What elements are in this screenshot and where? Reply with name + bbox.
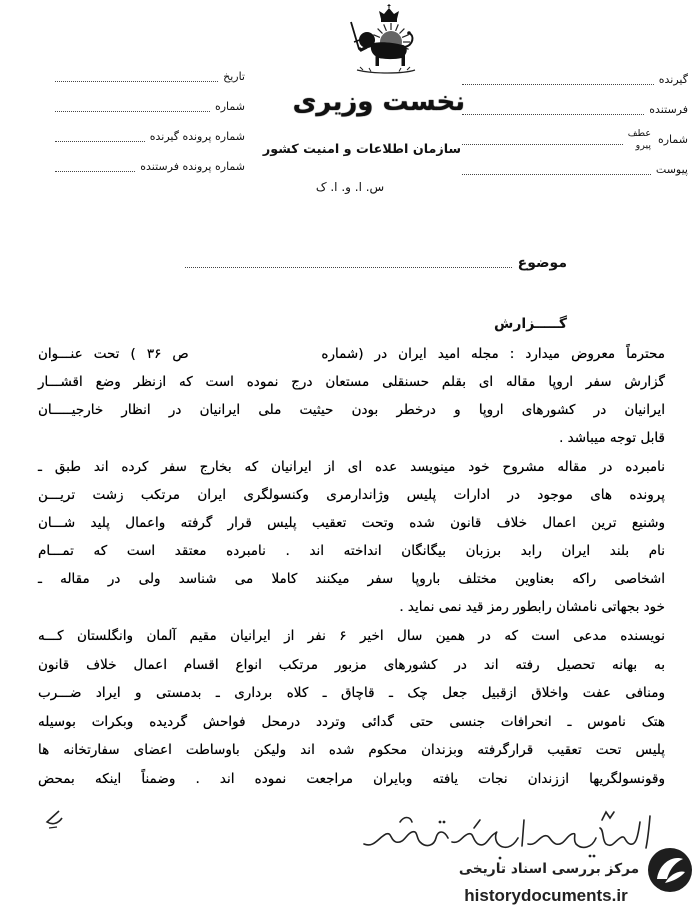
sender-blank-line	[462, 114, 644, 115]
sender-file-blank-line	[55, 171, 135, 172]
report-heading: گـــــزارش	[494, 316, 567, 332]
watermark-organization: مرکز بررسی اسناد تاریخی	[458, 861, 640, 877]
recipient-label: گیرنده	[658, 73, 688, 86]
body-line: قابل توجه میباشد .	[559, 430, 665, 446]
sender-file-label: شماره پرونده فرستنده	[140, 160, 245, 173]
body-line: خود بجهاتی نامشان رابطور رمز قید نمی نماید .	[399, 599, 665, 615]
reference-blank-line	[462, 144, 623, 145]
body-line: پرونده های موجود در ادارات پلیس وژاندارمری وکنسولگری ایران مرتکب زشت تریـــن	[38, 487, 665, 503]
reference-sub-top: عطف	[627, 128, 651, 139]
subject-field	[185, 248, 567, 274]
watermark-website: historydocuments.ir	[464, 886, 628, 905]
recipient-field	[462, 65, 688, 95]
sender-file-field	[55, 152, 245, 182]
recipient-file-label: شماره پرونده گیرنده	[149, 130, 245, 143]
handwritten-margin-mark-icon	[40, 808, 66, 834]
reference-field	[462, 125, 688, 155]
sender-label: فرستنده	[649, 103, 688, 116]
body-line: ایرانیان در کشورهای اروپا و درخطر بودن حیثیت ملی ایرانیان در انظار خارجیـــــان	[38, 402, 665, 418]
subject-label: موضوع	[517, 255, 567, 271]
reference-sub-bottom: پیرو	[635, 140, 651, 151]
body-line: به بهانه تحصیل رفته اند در کشورهای مزبور مرتکب انواع اقسام اعمال خلاف قانون	[38, 656, 665, 673]
date-label: تاریخ	[223, 70, 245, 83]
body-line: وشنیع ترین اعمال خلاف قانون شده وتحت تعقیب پلیس قرار گرفته واعمال پلید شـــان	[38, 515, 665, 531]
report-body	[38, 340, 665, 793]
recipient-blank-line	[462, 84, 654, 85]
recipient-file-blank-line	[55, 141, 145, 142]
paragraph	[38, 622, 665, 793]
number-label: شماره	[214, 100, 245, 113]
body-line: نام بلند ایران رابد برزبان بیگانگان انداخته اند . نامبرده معتقد است که تمـــام	[38, 543, 665, 559]
date-field	[55, 62, 245, 92]
body-line: وقونسولگریها اززندان نجات یافته وبایران مراجعت نموده اند . وضمناً اینکه بمحض	[38, 770, 665, 787]
organization-name: سازمان اطلاعات و امنیت کشور	[262, 142, 462, 157]
body-line: هتک ناموس ـ انحرافات جنسی حتی گدائی وتردد درمحل فواحش گردیده وبکرات بوسیله	[38, 713, 665, 730]
subject-blank-line	[185, 267, 512, 268]
body-line: گزارش سفر اروپا مقاله ای بقلم حسنقلی مستعان درج نموده است که ازنظر وضع اقشـــار	[38, 374, 665, 390]
subject-row	[185, 248, 567, 278]
body-line: پلیس تحت تعقیب قرارگرفته وبزندان محکوم شده اند ولیکن باوساطت اعضای سفارتخانه ها	[38, 742, 665, 758]
left-header-fields	[55, 62, 245, 182]
attachment-blank-line	[462, 174, 651, 175]
attachment-label: پیوست	[655, 163, 688, 176]
history-documents-logo-icon	[646, 846, 694, 894]
right-header-fields	[462, 65, 688, 185]
body-line: نویسنده مدعی است که در همین سال اخیر ۶ نفر از ایرانیان مقیم آلمان وانگلستان کـــه	[38, 628, 665, 644]
body-line: اشخاصی راکه بعناوین مختلف باروپا سفر میکنند کاملا می شناسد ولی در مقاله ـ	[38, 571, 665, 587]
recipient-file-field	[55, 122, 245, 152]
body-line: نامبرده در مقاله مشروح خود مینویسد عده ای از ایرانیان که بخارج سفر کرده اند طبق ـ	[38, 459, 665, 475]
lion-and-sun-emblem-icon	[343, 4, 423, 76]
body-line: ومنافی عفت واخلاق ازقبیل جعل چک ـ قاچاق ـ کلاه برداری ـ بدمستی و ایراد ضـــرب	[38, 685, 665, 701]
reference-label: شماره	[657, 133, 688, 146]
body-line: محترماً معروض میدارد : مجله امید ایران در (شماره ص ۳۶ ) تحت عنـــوان	[38, 346, 665, 362]
reference-sublabels	[623, 128, 653, 152]
number-blank-line	[55, 111, 210, 112]
date-blank-line	[55, 81, 218, 82]
attachment-field	[462, 155, 688, 185]
number-field	[55, 92, 245, 122]
paragraph	[38, 340, 665, 452]
sender-field	[462, 95, 688, 125]
header-title: نخست وزیری	[292, 87, 465, 117]
organization-acronym: س. ا. و. ا. ک	[315, 180, 385, 194]
paragraph	[38, 453, 665, 621]
